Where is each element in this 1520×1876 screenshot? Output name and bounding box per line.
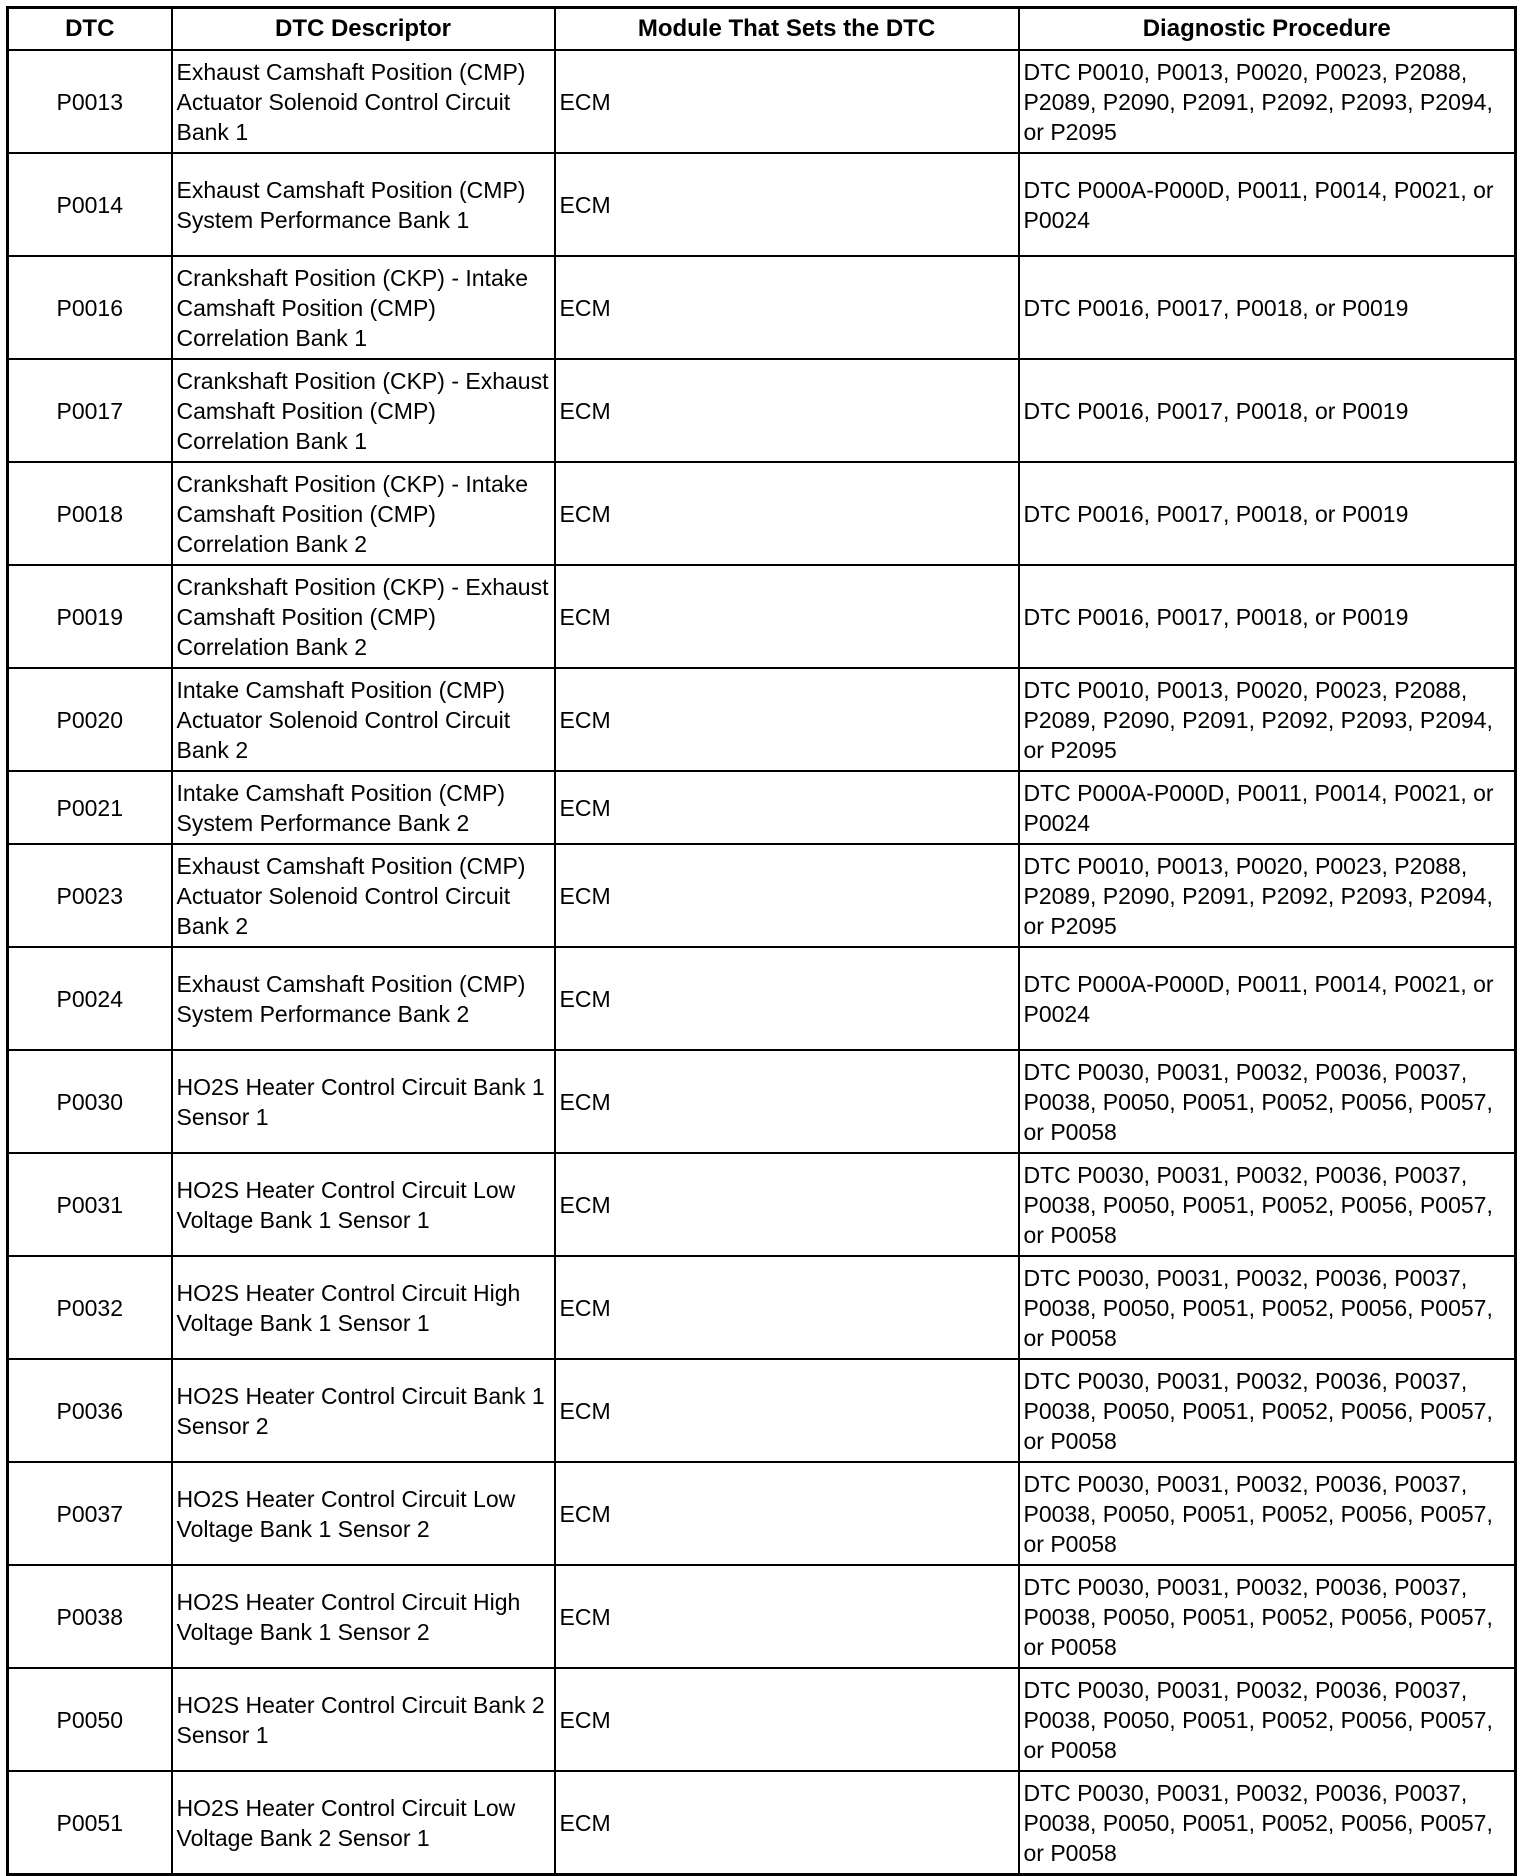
header-module: Module That Sets the DTC xyxy=(555,8,1019,51)
dtc-code-cell: P0018 xyxy=(8,462,172,565)
dtc-descriptor-cell: HO2S Heater Control Circuit High Voltage Bank 1 Sensor 1 xyxy=(172,1256,555,1359)
header-row xyxy=(8,8,1516,51)
dtc-descriptor-cell: Crankshaft Position (CKP) - Exhaust Camshaft Position (CMP) Correlation Bank 2 xyxy=(172,565,555,668)
diagnostic-procedure-cell: DTC P0016, P0017, P0018, or P0019 xyxy=(1019,359,1516,462)
table-row xyxy=(8,844,1516,947)
dtc-descriptor-cell: Intake Camshaft Position (CMP) Actuator Solenoid Control Circuit Bank 2 xyxy=(172,668,555,771)
diagnostic-procedure-cell: DTC P0010, P0013, P0020, P0023, P2088, P2089, P2090, P2091, P2092, P2093, P2094, or P2095 xyxy=(1019,50,1516,153)
dtc-code-cell: P0020 xyxy=(8,668,172,771)
table-row xyxy=(8,565,1516,668)
module-cell: ECM xyxy=(555,256,1019,359)
dtc-code-cell: P0023 xyxy=(8,844,172,947)
dtc-code-cell: P0017 xyxy=(8,359,172,462)
diagnostic-procedure-cell: DTC P000A-P000D, P0011, P0014, P0021, or P0024 xyxy=(1019,771,1516,844)
diagnostic-procedure-cell: DTC P0016, P0017, P0018, or P0019 xyxy=(1019,462,1516,565)
table-row xyxy=(8,50,1516,153)
dtc-descriptor-cell: Crankshaft Position (CKP) - Intake Camshaft Position (CMP) Correlation Bank 2 xyxy=(172,462,555,565)
dtc-code-cell: P0037 xyxy=(8,1462,172,1565)
diagnostic-procedure-cell: DTC P0016, P0017, P0018, or P0019 xyxy=(1019,565,1516,668)
module-cell: ECM xyxy=(555,947,1019,1050)
table-header xyxy=(8,8,1516,51)
dtc-code-cell: P0038 xyxy=(8,1565,172,1668)
table-row xyxy=(8,256,1516,359)
header-dtc: DTC xyxy=(8,8,172,51)
diagnostic-procedure-cell: DTC P0030, P0031, P0032, P0036, P0037, P0038, P0050, P0051, P0052, P0056, P0057, or P0058 xyxy=(1019,1771,1516,1875)
dtc-descriptor-cell: Exhaust Camshaft Position (CMP) Actuator Solenoid Control Circuit Bank 1 xyxy=(172,50,555,153)
dtc-code-cell: P0014 xyxy=(8,153,172,256)
table-row xyxy=(8,1771,1516,1875)
module-cell: ECM xyxy=(555,1668,1019,1771)
dtc-code-cell: P0016 xyxy=(8,256,172,359)
dtc-code-cell: P0050 xyxy=(8,1668,172,1771)
table-row xyxy=(8,771,1516,844)
diagnostic-procedure-cell: DTC P000A-P000D, P0011, P0014, P0021, or P0024 xyxy=(1019,153,1516,256)
dtc-code-cell: P0030 xyxy=(8,1050,172,1153)
table-row xyxy=(8,1050,1516,1153)
module-cell: ECM xyxy=(555,50,1019,153)
dtc-descriptor-cell: Crankshaft Position (CKP) - Exhaust Camshaft Position (CMP) Correlation Bank 1 xyxy=(172,359,555,462)
table-row xyxy=(8,1565,1516,1668)
module-cell: ECM xyxy=(555,1462,1019,1565)
dtc-descriptor-cell: Exhaust Camshaft Position (CMP) Actuator Solenoid Control Circuit Bank 2 xyxy=(172,844,555,947)
diagnostic-procedure-cell: DTC P0030, P0031, P0032, P0036, P0037, P0038, P0050, P0051, P0052, P0056, P0057, or P0058 xyxy=(1019,1668,1516,1771)
diagnostic-procedure-cell: DTC P0016, P0017, P0018, or P0019 xyxy=(1019,256,1516,359)
table-row xyxy=(8,359,1516,462)
header-descriptor: DTC Descriptor xyxy=(172,8,555,51)
module-cell: ECM xyxy=(555,844,1019,947)
table-row xyxy=(8,1256,1516,1359)
dtc-descriptor-cell: HO2S Heater Control Circuit Bank 1 Sensor 2 xyxy=(172,1359,555,1462)
diagnostic-procedure-cell: DTC P0030, P0031, P0032, P0036, P0037, P0038, P0050, P0051, P0052, P0056, P0057, or P0058 xyxy=(1019,1462,1516,1565)
dtc-code-cell: P0013 xyxy=(8,50,172,153)
dtc-code-cell: P0036 xyxy=(8,1359,172,1462)
module-cell: ECM xyxy=(555,1153,1019,1256)
diagnostic-procedure-cell: DTC P0030, P0031, P0032, P0036, P0037, P0038, P0050, P0051, P0052, P0056, P0057, or P0058 xyxy=(1019,1153,1516,1256)
module-cell: ECM xyxy=(555,1565,1019,1668)
table-row xyxy=(8,668,1516,771)
table-row xyxy=(8,153,1516,256)
module-cell: ECM xyxy=(555,1771,1019,1875)
table-row xyxy=(8,1153,1516,1256)
table-row xyxy=(8,1462,1516,1565)
header-procedure: Diagnostic Procedure xyxy=(1019,8,1516,51)
diagnostic-procedure-cell: DTC P0030, P0031, P0032, P0036, P0037, P0038, P0050, P0051, P0052, P0056, P0057, or P0058 xyxy=(1019,1359,1516,1462)
dtc-code-cell: P0031 xyxy=(8,1153,172,1256)
module-cell: ECM xyxy=(555,153,1019,256)
module-cell: ECM xyxy=(555,1359,1019,1462)
module-cell: ECM xyxy=(555,668,1019,771)
dtc-descriptor-cell: HO2S Heater Control Circuit Low Voltage Bank 1 Sensor 2 xyxy=(172,1462,555,1565)
dtc-descriptor-cell: Exhaust Camshaft Position (CMP) System Performance Bank 1 xyxy=(172,153,555,256)
diagnostic-procedure-cell: DTC P000A-P000D, P0011, P0014, P0021, or P0024 xyxy=(1019,947,1516,1050)
dtc-code-cell: P0021 xyxy=(8,771,172,844)
diagnostic-procedure-cell: DTC P0030, P0031, P0032, P0036, P0037, P0038, P0050, P0051, P0052, P0056, P0057, or P0058 xyxy=(1019,1256,1516,1359)
dtc-descriptor-cell: HO2S Heater Control Circuit Bank 2 Sensor 1 xyxy=(172,1668,555,1771)
dtc-code-cell: P0032 xyxy=(8,1256,172,1359)
table-row xyxy=(8,1359,1516,1462)
diagnostic-procedure-cell: DTC P0030, P0031, P0032, P0036, P0037, P0038, P0050, P0051, P0052, P0056, P0057, or P0058 xyxy=(1019,1050,1516,1153)
module-cell: ECM xyxy=(555,1256,1019,1359)
dtc-code-cell: P0024 xyxy=(8,947,172,1050)
module-cell: ECM xyxy=(555,462,1019,565)
module-cell: ECM xyxy=(555,359,1019,462)
table-row xyxy=(8,947,1516,1050)
dtc-descriptor-cell: Crankshaft Position (CKP) - Intake Camshaft Position (CMP) Correlation Bank 1 xyxy=(172,256,555,359)
dtc-code-cell: P0019 xyxy=(8,565,172,668)
table-row xyxy=(8,1668,1516,1771)
dtc-descriptor-cell: Intake Camshaft Position (CMP) System Performance Bank 2 xyxy=(172,771,555,844)
module-cell: ECM xyxy=(555,565,1019,668)
table-body xyxy=(8,50,1516,1875)
dtc-descriptor-cell: HO2S Heater Control Circuit Bank 1 Sensor 1 xyxy=(172,1050,555,1153)
table-row xyxy=(8,462,1516,565)
diagnostic-procedure-cell: DTC P0030, P0031, P0032, P0036, P0037, P0038, P0050, P0051, P0052, P0056, P0057, or P0058 xyxy=(1019,1565,1516,1668)
dtc-descriptor-cell: HO2S Heater Control Circuit Low Voltage Bank 2 Sensor 1 xyxy=(172,1771,555,1875)
dtc-table xyxy=(6,6,1517,1876)
diagnostic-procedure-cell: DTC P0010, P0013, P0020, P0023, P2088, P2089, P2090, P2091, P2092, P2093, P2094, or P2095 xyxy=(1019,668,1516,771)
dtc-descriptor-cell: HO2S Heater Control Circuit High Voltage Bank 1 Sensor 2 xyxy=(172,1565,555,1668)
dtc-descriptor-cell: Exhaust Camshaft Position (CMP) System Performance Bank 2 xyxy=(172,947,555,1050)
dtc-descriptor-cell: HO2S Heater Control Circuit Low Voltage Bank 1 Sensor 1 xyxy=(172,1153,555,1256)
module-cell: ECM xyxy=(555,771,1019,844)
dtc-code-cell: P0051 xyxy=(8,1771,172,1875)
module-cell: ECM xyxy=(555,1050,1019,1153)
diagnostic-procedure-cell: DTC P0010, P0013, P0020, P0023, P2088, P2089, P2090, P2091, P2092, P2093, P2094, or P2095 xyxy=(1019,844,1516,947)
